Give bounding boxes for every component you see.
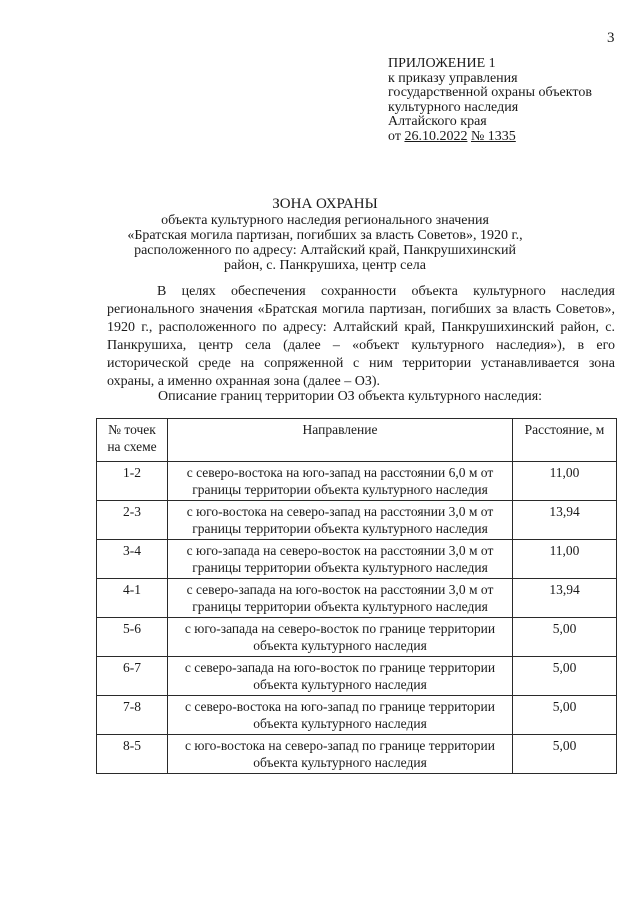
cell-points: 1-2 [97, 462, 168, 501]
table-row [97, 540, 617, 579]
table-row [97, 462, 617, 501]
cell-points: 6-7 [97, 657, 168, 696]
appendix-title: ПРИЛОЖЕНИЕ 1 [388, 56, 496, 71]
table-header-row [97, 419, 617, 462]
table-row [97, 618, 617, 657]
appendix-line: культурного наследия [388, 99, 519, 115]
cell-distance: 13,94 [513, 501, 617, 540]
cell-direction: с северо-запада на юго-восток по границе территории объекта культурного наследия [168, 657, 513, 696]
cell-points: 8-5 [97, 735, 168, 774]
cell-direction: с северо-востока на юго-запад по границе территории объекта культурного наследия [168, 696, 513, 735]
appendix-line: государственной охраны объектов [388, 85, 592, 100]
cell-direction: с юго-востока на северо-запад на расстоянии 3,0 м от границы территории объекта культурного наследия [168, 501, 513, 540]
appendix-line: Алтайского края [388, 114, 487, 129]
cell-distance: 11,00 [513, 462, 617, 501]
cell-direction: с юго-запада на северо-восток на расстоянии 3,0 м от границы территории объекта культурного наследия [168, 540, 513, 579]
title-line: объекта культурного наследия регионального значения [161, 213, 489, 228]
table-row [97, 579, 617, 618]
table-row [97, 735, 617, 774]
document-title [120, 197, 530, 273]
intro-paragraph: В целях обеспечения сохранности объекта культурного наследия регионального значения «Братская могила партизан, погибших за власть Советов», 1920 г., расположенного по адресу: Алтайский край, Панкрушихинский район, с. Панкрушиха, центр села (далее – «объект культурного наследия»), в его исторической среде на сопряженной с ним территории устанавливается зона охраны, а именно охранная зона (далее – ОЗ). [107, 284, 615, 389]
cell-points: 2-3 [97, 501, 168, 540]
header-distance: Расстояние, м [513, 419, 617, 462]
appendix-block [388, 57, 628, 144]
table-row [97, 696, 617, 735]
cell-distance: 5,00 [513, 618, 617, 657]
cell-direction: с юго-запада на северо-восток по границе территории объекта культурного наследия [168, 618, 513, 657]
title-heading: ЗОНА ОХРАНЫ [272, 196, 378, 212]
cell-points: 5-6 [97, 618, 168, 657]
order-number: № 1335 [470, 128, 516, 144]
page-number: 3 [607, 30, 615, 46]
cell-points: 3-4 [97, 540, 168, 579]
cell-distance: 5,00 [513, 696, 617, 735]
table-row [97, 657, 617, 696]
title-line: район, с. Панкрушиха, центр села [224, 258, 426, 273]
appendix-line: к приказу управления [388, 70, 518, 86]
cell-direction: с северо-запада на юго-восток на расстоянии 3,0 м от границы территории объекта культурного наследия [168, 579, 513, 618]
cell-points: 4-1 [97, 579, 168, 618]
intro-section [107, 283, 615, 391]
cell-distance: 13,94 [513, 579, 617, 618]
date-prefix: от [388, 128, 401, 144]
cell-points: 7-8 [97, 696, 168, 735]
cell-distance: 11,00 [513, 540, 617, 579]
table-caption: Описание границ территории ОЗ объекта культурного наследия: [158, 389, 543, 404]
order-date: 26.10.2022 [404, 128, 468, 144]
cell-direction: с юго-востока на северо-запад по границе территории объекта культурного наследия [168, 735, 513, 774]
borders-table [96, 418, 617, 774]
cell-distance: 5,00 [513, 657, 617, 696]
header-direction: Направление [168, 419, 513, 462]
header-points: № точек на схеме [97, 419, 168, 462]
cell-distance: 5,00 [513, 735, 617, 774]
title-line: «Братская могила партизан, погибших за власть Советов», 1920 г., [127, 228, 523, 243]
cell-direction: с северо-востока на юго-запад на расстоянии 6,0 м от границы территории объекта культурного наследия [168, 462, 513, 501]
table-row [97, 501, 617, 540]
title-line: расположенного по адресу: Алтайский край, Панкрушихинский [134, 243, 516, 258]
appendix-date-line [388, 130, 628, 145]
